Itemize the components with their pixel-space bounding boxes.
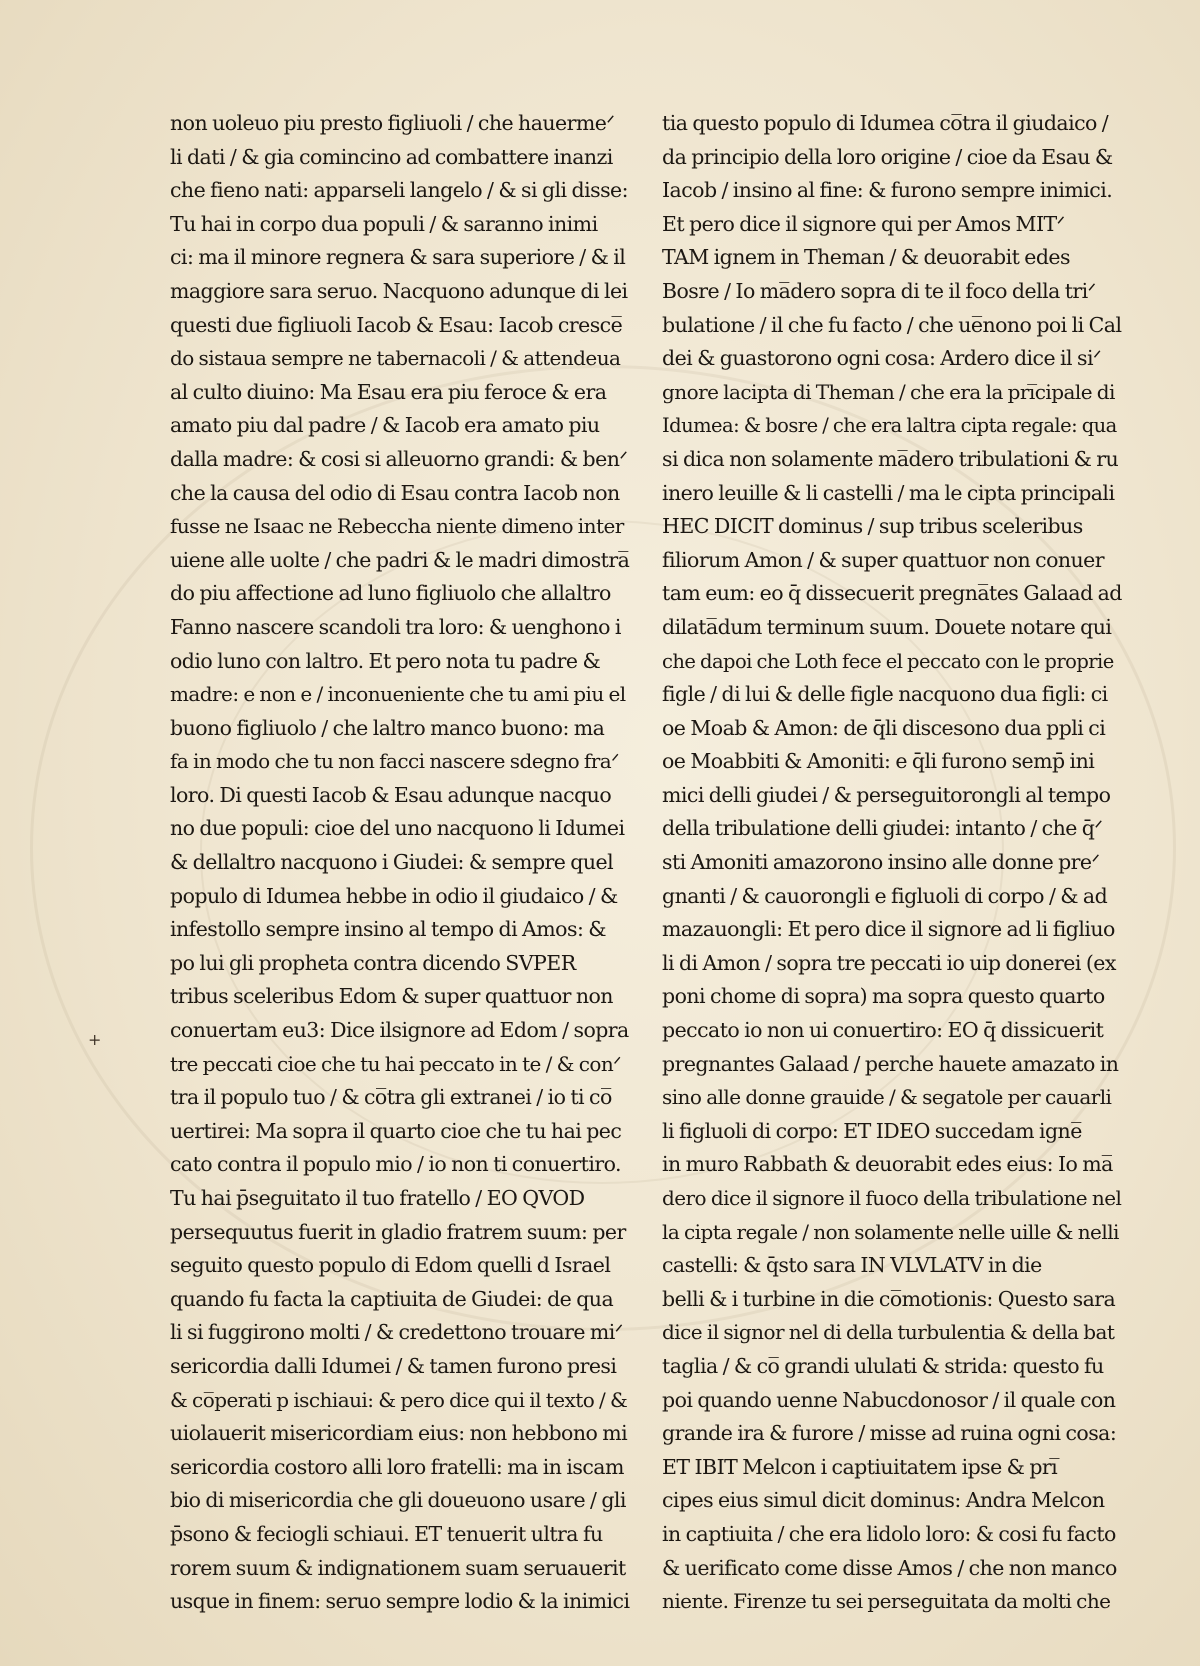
text-line: al culto diuino: Ma Esau era piu feroce & era — [170, 379, 607, 404]
text-line: dero dice il signore il fuoco della tribulatione nel — [662, 1186, 1122, 1210]
right-text-column — [662, 107, 1122, 1619]
text-line: niente. Firenze tu sei perseguitata da molti che — [662, 1589, 1111, 1614]
text-line: in muro Rabbath & deuorabit edes eius: Io ma̅ — [662, 1152, 1113, 1177]
text-line: sino alle donne grauide / & segatole per cauarli — [662, 1085, 1112, 1110]
text-line: cato contra il populo mio / io non ti conuertiro. — [170, 1152, 622, 1177]
left-text-column — [170, 107, 630, 1619]
text-line: infestollo sempre insino al tempo di Amos: & — [170, 917, 606, 942]
text-line: persequutus fuerit in gladio fratrem suum: per — [170, 1219, 626, 1244]
text-line: Et pero dice il signore qui per Amos MITᐟ — [662, 211, 1065, 236]
text-line: bio di misericordia che gli doueuono usare / gli — [170, 1488, 626, 1513]
text-line: questi due figliuoli Iacob & Esau: Iacob cresce̅ — [170, 312, 623, 337]
text-line: ET IBIT Melcon i captiuitatem ipse & pri̅ — [662, 1454, 1058, 1479]
text-line: peccato io non ui conuertiro: EO q̄ dissicuerit — [662, 1018, 1104, 1043]
text-line: figle / di lui & delle figle nacquono dua figli: ci — [662, 682, 1108, 707]
text-line: che fieno nati: apparseli langelo / & si gli disse: — [170, 178, 628, 203]
text-line: mici delli giudei / & perseguitorongli al tempo — [662, 782, 1111, 807]
text-line: filiorum Amon / & super quattuor non conuer — [662, 547, 1105, 572]
text-line: HEC DICIT dominus / sup tribus sceleribus — [662, 514, 1083, 539]
text-line: tra il populo tuo / & co̅tra gli extranei / io ti co̅ — [170, 1085, 612, 1110]
text-line: fusse ne Isaac ne Rebeccha niente dimeno inter — [170, 514, 624, 539]
text-line: loro. Di questi Iacob & Esau adunque nacquo — [170, 782, 612, 807]
text-line: da principio della loro origine / cioe da Esau & — [662, 144, 1113, 169]
text-line: Tu hai p̄seguitato il tuo fratello / EO QVOD — [170, 1186, 585, 1210]
text-line: cipes eius simul dicit dominus: Andra Melcon — [662, 1488, 1105, 1513]
text-line: tre peccati cioe che tu hai peccato in te / & conᐟ — [170, 1051, 622, 1076]
text-line: pregnantes Galaad / perche hauete amazato in — [662, 1051, 1119, 1076]
text-line: Iacob / insino al fine: & furono sempre inimici. — [662, 178, 1113, 203]
text-line: madre: e non e / inconueniente che tu ami piu el — [170, 682, 626, 707]
text-line: quando fu facta la captiuita de Giudei: de qua — [170, 1286, 614, 1311]
text-line: odio luno con laltro. Et pero nota tu padre & — [170, 648, 601, 673]
text-line: dice il signor nel di della turbulentia & della bat — [662, 1320, 1115, 1345]
text-line: & co̅perati p ischiaui: & pero dice qui il texto / & — [170, 1387, 628, 1412]
text-line: non uoleuo piu presto figliuoli / che hauermeᐟ — [170, 111, 615, 135]
text-line: buono figliuolo / che laltro manco buono: ma — [170, 715, 605, 740]
text-line: gnanti / & cauorongli e figluoli di corpo / & ad — [662, 883, 1108, 908]
text-line: no due populi: cioe del uno nacquono li Idumei — [170, 816, 625, 841]
text-line: p̄sono & feciogli schiaui. ET tenuerit ultra fu — [170, 1521, 603, 1546]
text-line: seguito questo populo di Edom quelli d Israel — [170, 1253, 611, 1278]
text-line: sericordia costoro alli loro fratelli: ma in iscam — [170, 1454, 624, 1479]
text-line: Idumea: & bosre / che era laltra cipta regale: qua — [662, 414, 1117, 438]
text-line: do sistaua sempre ne tabernacoli / & attendeua — [170, 346, 621, 371]
text-line: amato piu dal padre / & Iacob era amato piu — [170, 413, 600, 438]
text-line: conuertam eu3: Dice ilsignore ad Edom / sopra — [170, 1018, 629, 1043]
text-line: taglia / & co̅ grandi ululati & strida: questo fu — [662, 1353, 1104, 1378]
text-line: & uerificato come disse Amos / che non manco — [662, 1555, 1117, 1580]
text-line: bulatione / il che fu facto / che ue̅nono poi li Cal — [662, 312, 1122, 337]
text-line: tia questo populo di Idumea co̅tra il giudaico / — [662, 111, 1109, 135]
text-line: uiolauerit misericordiam eius: non hebbono mi — [170, 1421, 628, 1446]
text-line: Fanno nascere scandoli tra loro: & uenghono i — [170, 614, 621, 639]
text-line: dilata̅dum terminum suum. Douete notare qui — [662, 614, 1112, 639]
text-line: dei & guastorono ogni cosa: Ardero dice il siᐟ — [662, 346, 1102, 371]
text-line: grande ira & furore / misse ad ruina ogni cosa: — [662, 1421, 1117, 1446]
text-line: po lui gli propheta contra dicendo SVPER — [170, 950, 576, 975]
text-line: TAM ignem in Theman / & deuorabit edes — [662, 245, 1070, 270]
text-line: fa in modo che tu non facci nascere sdegno fraᐟ — [170, 749, 620, 774]
text-line: usque in finem: seruo sempre lodio & la inimici — [170, 1589, 630, 1614]
text-line: della tribulatione delli giudei: intanto / che q̄ᐟ — [662, 816, 1103, 841]
text-line: dalla madre: & cosi si alleuorno grandi: & benᐟ — [170, 446, 628, 471]
text-line: uiene alle uolte / che padri & le madri dimostra̅ — [170, 547, 630, 572]
text-line: in captiuita / che era lidolo loro: & cosi fu facto — [662, 1521, 1116, 1546]
text-line: poi quando uenne Nabucdonosor / il quale con — [662, 1387, 1116, 1412]
text-line: tribus sceleribus Edom & super quattuor non — [170, 984, 613, 1009]
text-line: populo di Idumea hebbe in odio il giudaico / & — [170, 883, 618, 908]
text-line: che dapoi che Loth fece el peccato con le proprie — [662, 649, 1114, 673]
text-line: ci: ma il minore regnera & sara superiore / & il — [170, 245, 626, 270]
text-line: oe Moabbiti & Amoniti: e q̄li furono semp̄ ini — [662, 749, 1095, 774]
text-line: si dica non solamente ma̅dero tribulationi & ru — [662, 446, 1119, 471]
text-line: mazauongli: Et pero dice il signore ad li figliuo — [662, 917, 1115, 942]
text-line: poni chome di sopra) ma sopra questo quarto — [662, 984, 1105, 1009]
text-line: & dellaltro nacquono i Giudei: & sempre quel — [170, 850, 614, 875]
text-line: li di Amon / sopra tre peccati io uip donerei (ex — [662, 950, 1116, 975]
text-line: inero leuille & li castelli / ma le cipta principali — [662, 480, 1115, 505]
text-line: maggiore sara seruo. Nacquono adunque di lei — [170, 278, 628, 303]
text-line: li dati / & gia comincino ad combattere inanzi — [170, 144, 613, 169]
text-line: che la causa del odio di Esau contra Iacob non — [170, 480, 620, 505]
text-line: do piu affectione ad luno figliuolo che allaltro — [170, 581, 611, 606]
text-line: rorem suum & indignationem suam seruauerit — [170, 1555, 626, 1580]
text-line: Bosre / Io ma̅dero sopra di te il foco della triᐟ — [662, 278, 1096, 303]
text-line: gnore lacipta di Theman / che era la pri̅cipale di — [662, 379, 1115, 404]
text-line: sti Amoniti amazorono insino alle donne preᐟ — [662, 850, 1100, 875]
text-line: castelli: & q̄sto sara IN VLVLATV in die — [662, 1253, 1042, 1278]
text-line: uertirei: Ma sopra il quarto cioe che tu hai pec — [170, 1118, 622, 1143]
text-line: li si fuggirono molti / & credettono trouare miᐟ — [170, 1320, 623, 1345]
text-line: la cipta regale / non solamente nelle uille & nelli — [662, 1219, 1119, 1244]
text-line: li figluoli di corpo: ET IDEO succedam igne̅ — [662, 1118, 1082, 1143]
text-line: sericordia dalli Idumei / & tamen furono presi — [170, 1353, 617, 1378]
text-line: tam eum: eo q̄ dissecuerit pregna̅tes Galaad ad — [662, 581, 1122, 606]
margin-mark: + — [88, 1030, 102, 1049]
text-line: Tu hai in corpo dua populi / & saranno inimi — [170, 211, 598, 236]
text-line: oe Moab & Amon: de q̄li discesono dua ppli ci — [662, 715, 1106, 740]
text-line: belli & i turbine in die co̅motionis: Questo sara — [662, 1286, 1116, 1311]
